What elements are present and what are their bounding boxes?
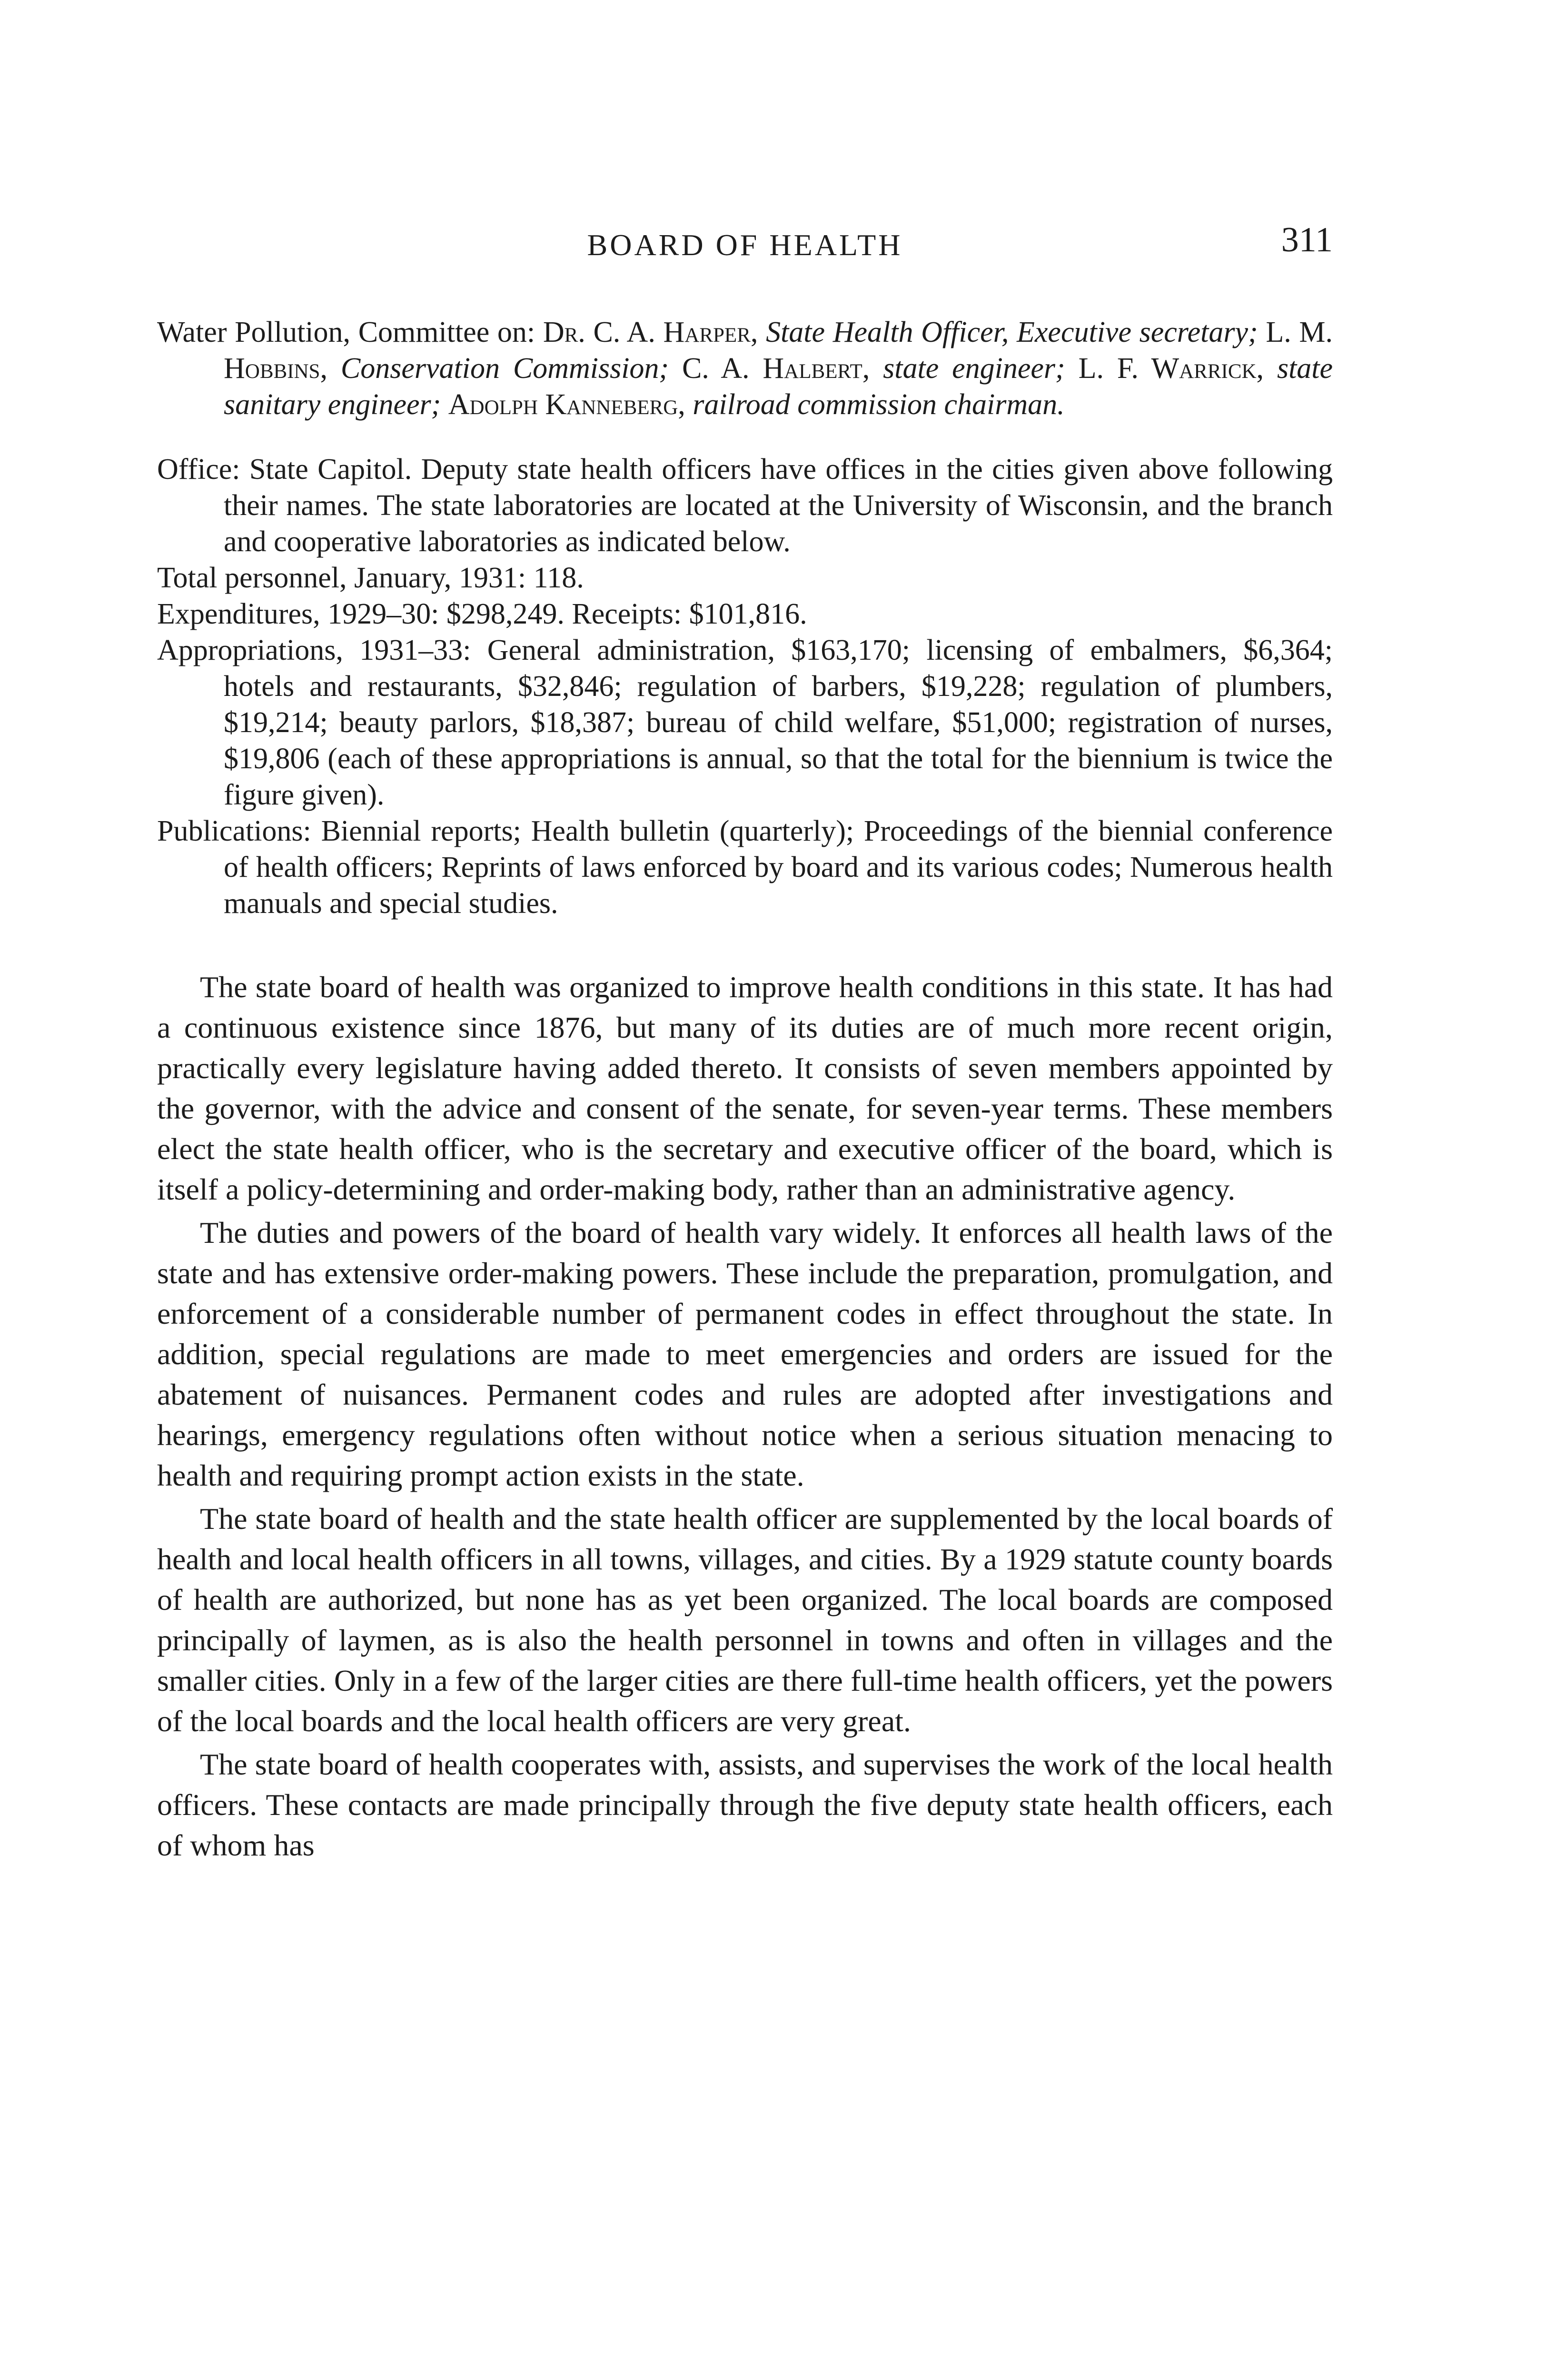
body-text (157, 967, 1333, 1865)
committee-member-name: Adolph Kanneberg, (448, 388, 685, 421)
expenditures-label: Expenditures, 1929–30: (157, 598, 439, 630)
running-title: BOARD OF HEALTH (587, 228, 903, 262)
publications-label: Publications: (157, 815, 311, 847)
receipts-label: Receipts: (572, 598, 682, 630)
committee-heading: Water Pollution, Committee on: (157, 316, 535, 348)
appropriations-text: General administration, $163,170; licensing of embalmers, $6,364; hotels and restaurants, $32,846; regulation of barbers, $19,228; regulation of plumbers, $19,214; beauty parlors, $18,387; bureau of child welfare, $51,000; registration of nurses, $19,806 (each of these appropriations is annual, so that the total for the biennium is twice the figure given). (224, 634, 1333, 811)
committee-entry (157, 314, 1333, 423)
page-number: 311 (1281, 220, 1333, 259)
expenditures-value: $298,249. (446, 598, 565, 630)
body-paragraph: The duties and powers of the board of health vary widely. It enforces all health laws of the state and has extensive order-making powers. These include the preparation, promulgation, and enforcement of a considerable number of permanent codes in effect throughout the state. In addition, special regulations are made to meet emergencies and orders are issued for the abatement of nuisances. Permanent codes and rules are adopted after investigations and hearings, emergency regulations often without notice when a serious situation menacing to health and requiring prompt action exists in the state. (157, 1216, 1333, 1492)
publications-text: Biennial reports; Health bulletin (quarterly); Proceedings of the biennial conference of health officers; Reprints of laws enforced by board and its various codes; Numerous health manuals and special studies. (224, 815, 1333, 920)
publications-entry (157, 813, 1333, 922)
office-text: State Capitol. Deputy state health officers have offices in the cities given above following their names. The state laboratories are located at the University of Wisconsin, and the branch and cooperative laboratories as indicated below. (224, 453, 1333, 558)
receipts-value: $101,816. (689, 598, 807, 630)
body-paragraph: The state board of health was organized to improve health conditions in this state. It has had a continuous existence since 1876, but many of its duties are of much more recent origin, practically every legislature having added thereto. It consists of seven members appointed by the governor, with the advice and consent of the senate, for seven-year terms. These members elect the state health officer, who is the secretary and executive officer of the board, which is itself a policy-determining and order-making body, rather than an administrative agency. (157, 970, 1333, 1206)
committee-member-role: railroad commission chairman. (693, 388, 1065, 421)
committee-member-role: Conservation Commission; (340, 352, 669, 385)
personnel-value: 118. (533, 562, 584, 594)
committee-member-name: Dr. C. A. Harper, (543, 316, 758, 348)
running-head (157, 209, 1333, 262)
personnel-entry (157, 560, 1333, 596)
document-page (157, 209, 1333, 1868)
committee-member-role: state engineer; (883, 352, 1065, 385)
committee-member-role: state sanitary engineer; (224, 352, 1333, 421)
body-paragraph: The state board of health cooperates with, assists, and supervises the work of the local health officers. These contacts are made principally through the five deputy state health officers, each of whom has (157, 1747, 1333, 1862)
expenditures-entry (157, 596, 1333, 632)
committee-member-name: C. A. Halbert, (682, 352, 870, 385)
appropriations-label: Appropriations, 1931–33: (157, 634, 471, 666)
personnel-label: Total personnel, January, 1931: (157, 562, 526, 594)
committee-member-name: L. M. Hobbins, (224, 316, 1333, 385)
appropriations-entry (157, 632, 1333, 813)
office-label: Office: (157, 453, 240, 486)
office-entry (157, 451, 1333, 560)
body-paragraph: The state board of health and the state health officer are supplemented by the local boards of health and local health officers in all towns, villages, and cities. By a 1929 statute county boards of health are authorized, but none has as yet been organized. The local boards are composed principally of laymen, as is also the health personnel in towns and often in villages and the smaller cities. Only in a few of the larger cities are there full-time health officers, yet the powers of the local boards and the local health officers are very great. (157, 1502, 1333, 1738)
committee-member-role: State Health Officer, Executive secretary; (766, 316, 1258, 348)
committee-member-name: L. F. Warrick, (1078, 352, 1264, 385)
front-matter (157, 314, 1333, 922)
